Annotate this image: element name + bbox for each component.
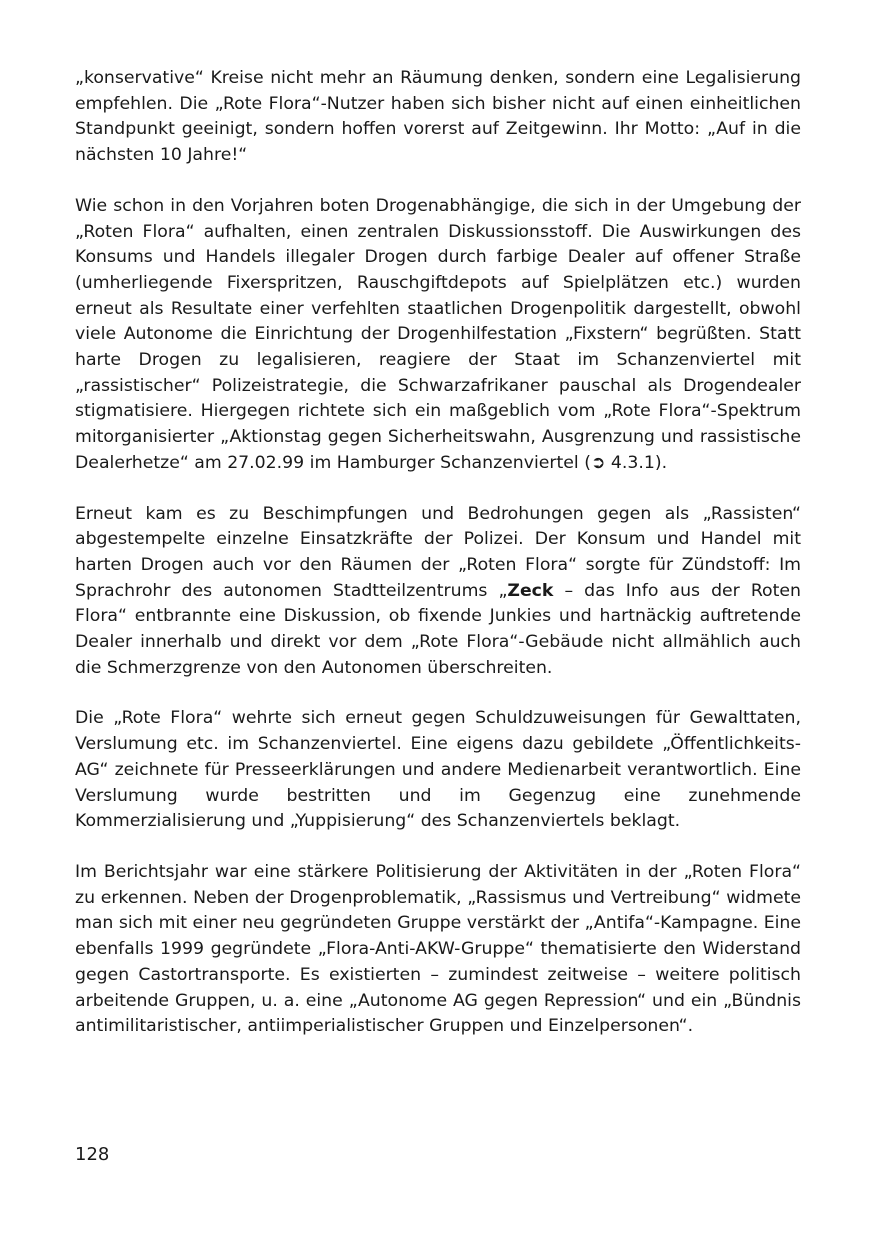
zeck-title: Zeck — [507, 580, 554, 601]
paragraph-5: Im Berichtsjahr war eine stärkere Politisierung der Aktivitäten in der „Roten Flora“ zu erkennen. Neben der Drogenproblematik, „Rassismus und Vertreibung“ widmete man sich mit einer neu gegründeten Gruppe verstärkt der „Antifa“-Kampagne. Eine ebenfalls 1999 gegründete „Flora-Anti-AKW-Gruppe“ thematisierte den Widerstand gegen Castortransporte. Es existierten – zumindest zeitweise – weitere politisch arbeitende Gruppen, u. a. eine „Autonome AG gegen Repression“ und ein „Bündnis antimilitaristischer, antiimperialistischer Gruppen und Einzelpersonen“. — [75, 861, 801, 1037]
paragraph-3-before: Erneut kam es zu Beschimpfungen und Bedrohungen gegen als „Rassisten“ abgestempelte einzelne Einsatzkräfte der Polizei. Der Konsum und Handel mit harten Drogen auch vor den Räumen der „Roten Flora“ sorgte für Zündstoff: Im Sprachrohr des autonomen Stadtteilzentrums „ — [75, 503, 801, 601]
paragraph-4: Die „Rote Flora“ wehrte sich erneut gegen Schuldzuweisungen für Gewalttaten, Verslumung etc. im Schanzenviertel. Eine eigens dazu gebildete „Öffentlichkeits-AG“ zeichnete für Presseerklärungen und andere Medienarbeit verantwortlich. Eine Verslumung wurde bestritten und im Gegenzug eine zunehmende Kommerzialisierung und „Yuppisierung“ des Schanzenviertels beklagt. — [75, 708, 801, 832]
paragraph-3-after: – das Info aus der Roten Flora“ entbrannte eine Diskussion, ob fixende Junkies und hartnäckig auftretende Dealer innerhalb und direkt vor dem „Rote Flora“-Gebäude nicht allmählich auch die Schmerzgrenze von den Autonomen überschreiten. — [75, 580, 801, 678]
paragraph-3 — [75, 502, 801, 682]
page-body — [75, 66, 801, 1065]
paragraph-2: Wie schon in den Vorjahren boten Drogenabhängige, die sich in der Umgebung der „Roten Flora“ aufhalten, einen zentralen Diskussionsstoff. Die Auswirkungen des Konsums und Handels illegaler Drogen durch farbige Dealer auf offener Straße (umherliegende Fixerspritzen, Rauschgiftdepots auf Spielplätzen etc.) wurden erneut als Resultate einer verfehlten staatlichen Drogenpolitik dargestellt, obwohl viele Autonome die Einrichtung der Drogenhilfestation „Fixstern“ begrüßten. Statt harte Drogen zu legalisieren, reagiere der Staat im Schanzenviertel mit „rassistischer“ Polizeistrategie, die Schwarzafrikaner pauschal als Drogendealer stigmatisiere. Hiergegen richtete sich ein maßgeblich vom „Rote Flora“-Spektrum mitorganisierter „Aktionstag gegen Sicherheitswahn, Ausgrenzung und rassistische Dealerhetze“ am 27.02.99 im Hamburger Schanzenviertel (➲ 4.3.1). — [75, 195, 801, 473]
paragraph-1: „konservative“ Kreise nicht mehr an Räumung denken, sondern eine Legalisierung empfehlen. Die „Rote Flora“-Nutzer haben sich bisher nicht auf einen einheitlichen Standpunkt geeinigt, sondern hoffen vorerst auf Zeitgewinn. Ihr Motto: „Auf in die nächsten 10 Jahre!“ — [75, 68, 801, 166]
page-number: 128 — [75, 1144, 110, 1165]
